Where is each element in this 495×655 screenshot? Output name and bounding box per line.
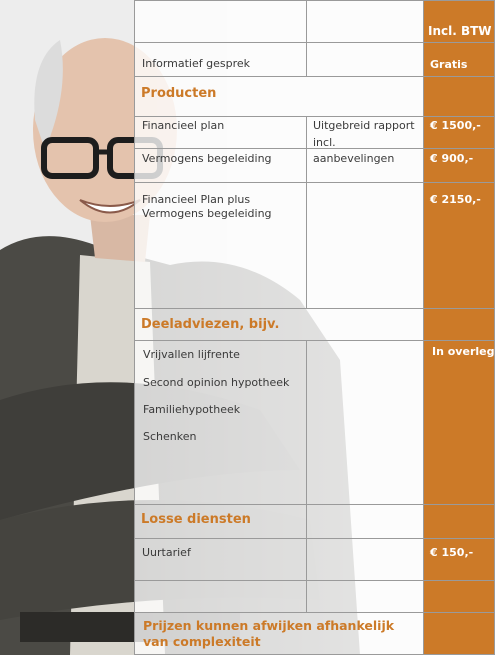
list-item: Schenken bbox=[143, 430, 197, 443]
footer-note-line-2: van complexiteit bbox=[143, 634, 261, 649]
price-wealth-guidance: € 900,- bbox=[430, 152, 474, 165]
row-label-financial-plan: Financieel plan bbox=[142, 119, 225, 132]
grid-line bbox=[134, 116, 495, 117]
grid-line bbox=[306, 116, 307, 308]
grid-line bbox=[134, 0, 135, 655]
grid-line bbox=[423, 0, 424, 655]
footer-note-line-1: Prijzen kunnen afwijken afhankelijk bbox=[143, 618, 395, 633]
grid-line bbox=[134, 42, 495, 43]
price-intro: Gratis bbox=[430, 58, 468, 71]
grid-line bbox=[134, 182, 495, 183]
row-label-combo-2: Vermogens begeleiding bbox=[142, 207, 272, 220]
row-label-hourly: Uurtarief bbox=[142, 546, 191, 559]
row-detail-wealth-guidance: aanbevelingen bbox=[313, 152, 395, 165]
section-heading-loose-services: Losse diensten bbox=[141, 512, 251, 527]
grid-line bbox=[134, 504, 495, 505]
price-partial-advice: In overleg bbox=[432, 345, 495, 358]
list-item: Vrijvallen lijfrente bbox=[143, 348, 240, 361]
grid-line bbox=[134, 308, 495, 309]
row-label-combo-1: Financieel Plan plus bbox=[142, 193, 251, 206]
row-detail-financial-plan-2: incl. bbox=[313, 136, 336, 149]
grid-line bbox=[306, 0, 307, 76]
price-combo: € 2150,- bbox=[430, 193, 481, 206]
price-column-header: Incl. BTW bbox=[428, 24, 492, 38]
price-financial-plan: € 1500,- bbox=[430, 119, 481, 132]
section-heading-products: Producten bbox=[141, 86, 217, 101]
grid-line bbox=[134, 0, 495, 1]
row-label-wealth-guidance: Vermogens begeleiding bbox=[142, 152, 272, 165]
grid-line bbox=[306, 340, 307, 612]
price-hourly: € 150,- bbox=[430, 546, 474, 559]
grid-line bbox=[134, 538, 495, 539]
grid-line bbox=[134, 612, 495, 613]
row-detail-financial-plan-1: Uitgebreid rapport bbox=[313, 119, 415, 132]
row-label-intro: Informatief gesprek bbox=[142, 57, 250, 70]
grid-line bbox=[134, 340, 495, 341]
grid-line bbox=[134, 76, 495, 77]
list-item: Familiehypotheek bbox=[143, 403, 241, 416]
grid-line bbox=[134, 580, 495, 581]
section-heading-partial-advice: Deeladviezen, bijv. bbox=[141, 317, 280, 332]
list-item: Second opinion hypotheek bbox=[143, 376, 290, 389]
